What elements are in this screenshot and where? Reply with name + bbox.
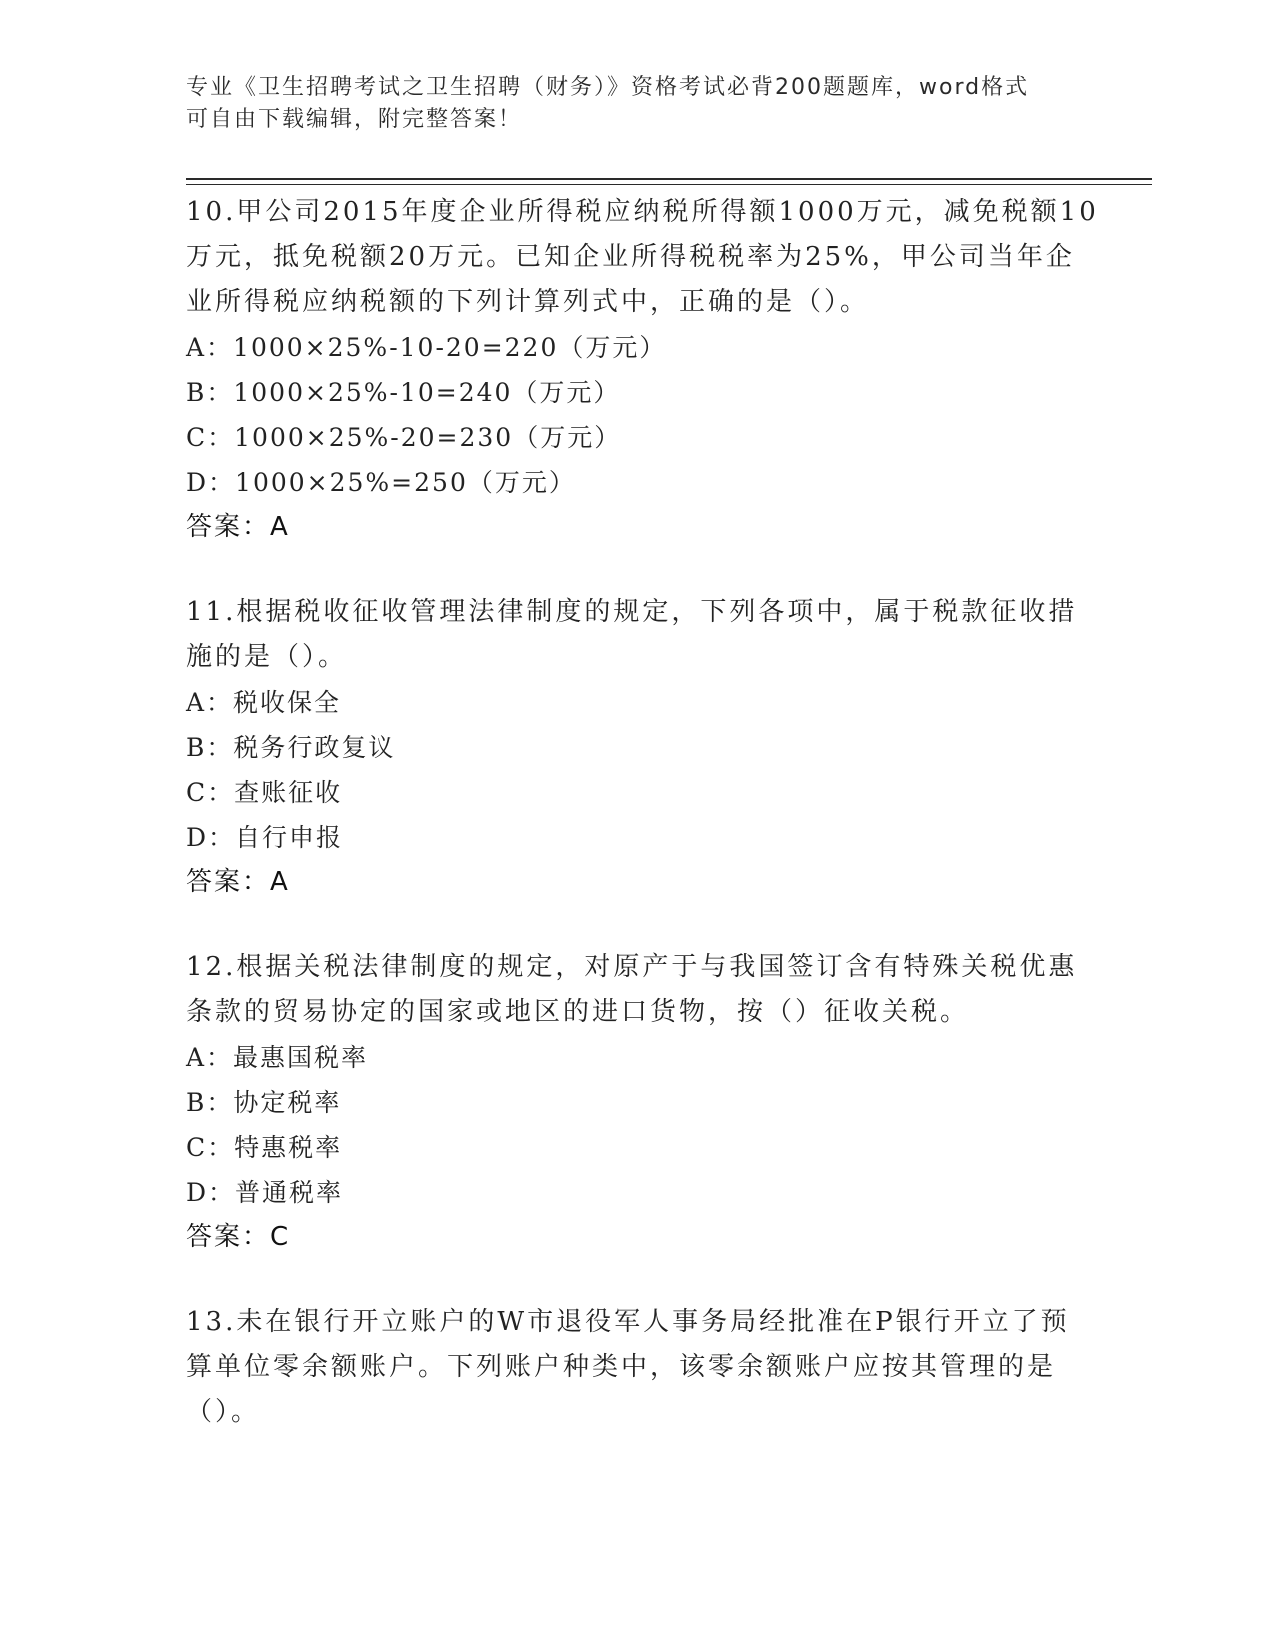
option-b: B：协定税率	[186, 1088, 342, 1117]
option-c: C：特惠税率	[186, 1133, 343, 1162]
option-d: D：普通税率	[186, 1178, 344, 1207]
question-stem	[186, 190, 1099, 325]
stem-line: 11.根据税收征收管理法律制度的规定，下列各项中，属于税款征收措	[186, 597, 1078, 627]
question-10	[186, 190, 1152, 550]
header-line-2: 可自由下载编辑，附完整答案！	[186, 107, 523, 132]
stem-line: （）。	[186, 1397, 261, 1427]
option-b: B：1000×25%-10=240（万元）	[186, 378, 621, 407]
option-d: D：1000×25%=250（万元）	[186, 468, 576, 497]
option-b: B：税务行政复议	[186, 733, 396, 762]
option-a: A：最惠国税率	[186, 1043, 369, 1072]
stem-line: 10.甲公司2015年度企业所得税应纳税所得额1000万元，减免税额10	[186, 197, 1099, 227]
option-a: A：1000×25%-10-20=220（万元）	[186, 333, 667, 362]
answer-line: 答案：A	[186, 512, 290, 542]
question-stem	[186, 590, 1078, 680]
option-a: A：税收保全	[186, 688, 342, 717]
stem-line: 算单位零余额账户。下列账户种类中，该零余额账户应按其管理的是	[186, 1352, 1057, 1382]
question-stem	[186, 945, 1078, 1035]
stem-line: 施的是（）。	[186, 642, 348, 672]
header-divider-thin	[186, 184, 1152, 185]
spacer	[186, 1260, 1152, 1300]
question-stem	[186, 1300, 1070, 1435]
spacer	[186, 550, 1152, 590]
option-d: D：自行申报	[186, 823, 344, 852]
stem-line: 12.根据关税法律制度的规定，对原产于与我国签订含有特殊关税优惠	[186, 952, 1078, 982]
header-line-1: 专业《卫生招聘考试之卫生招聘（财务）》资格考试必背200题题库，word格式	[186, 75, 1030, 100]
stem-line: 业所得税应纳税额的下列计算列式中，正确的是（）。	[186, 287, 870, 317]
document-header	[186, 72, 1086, 136]
question-11	[186, 590, 1152, 905]
header-divider-thick	[186, 178, 1152, 180]
stem-line: 13.未在银行开立账户的W市退役军人事务局经批准在P银行开立了预	[186, 1307, 1070, 1337]
question-13	[186, 1300, 1152, 1435]
question-list	[186, 190, 1152, 1435]
question-12	[186, 945, 1152, 1260]
answer-line: 答案：C	[186, 1222, 291, 1252]
option-c: C：1000×25%-20=230（万元）	[186, 423, 622, 452]
stem-line: 万元，抵免税额20万元。已知企业所得税税率为25%，甲公司当年企	[186, 242, 1075, 272]
spacer	[186, 905, 1152, 945]
option-c: C：查账征收	[186, 778, 343, 807]
answer-line: 答案：A	[186, 867, 290, 897]
stem-line: 条款的贸易协定的国家或地区的进口货物，按（）征收关税。	[186, 997, 970, 1027]
